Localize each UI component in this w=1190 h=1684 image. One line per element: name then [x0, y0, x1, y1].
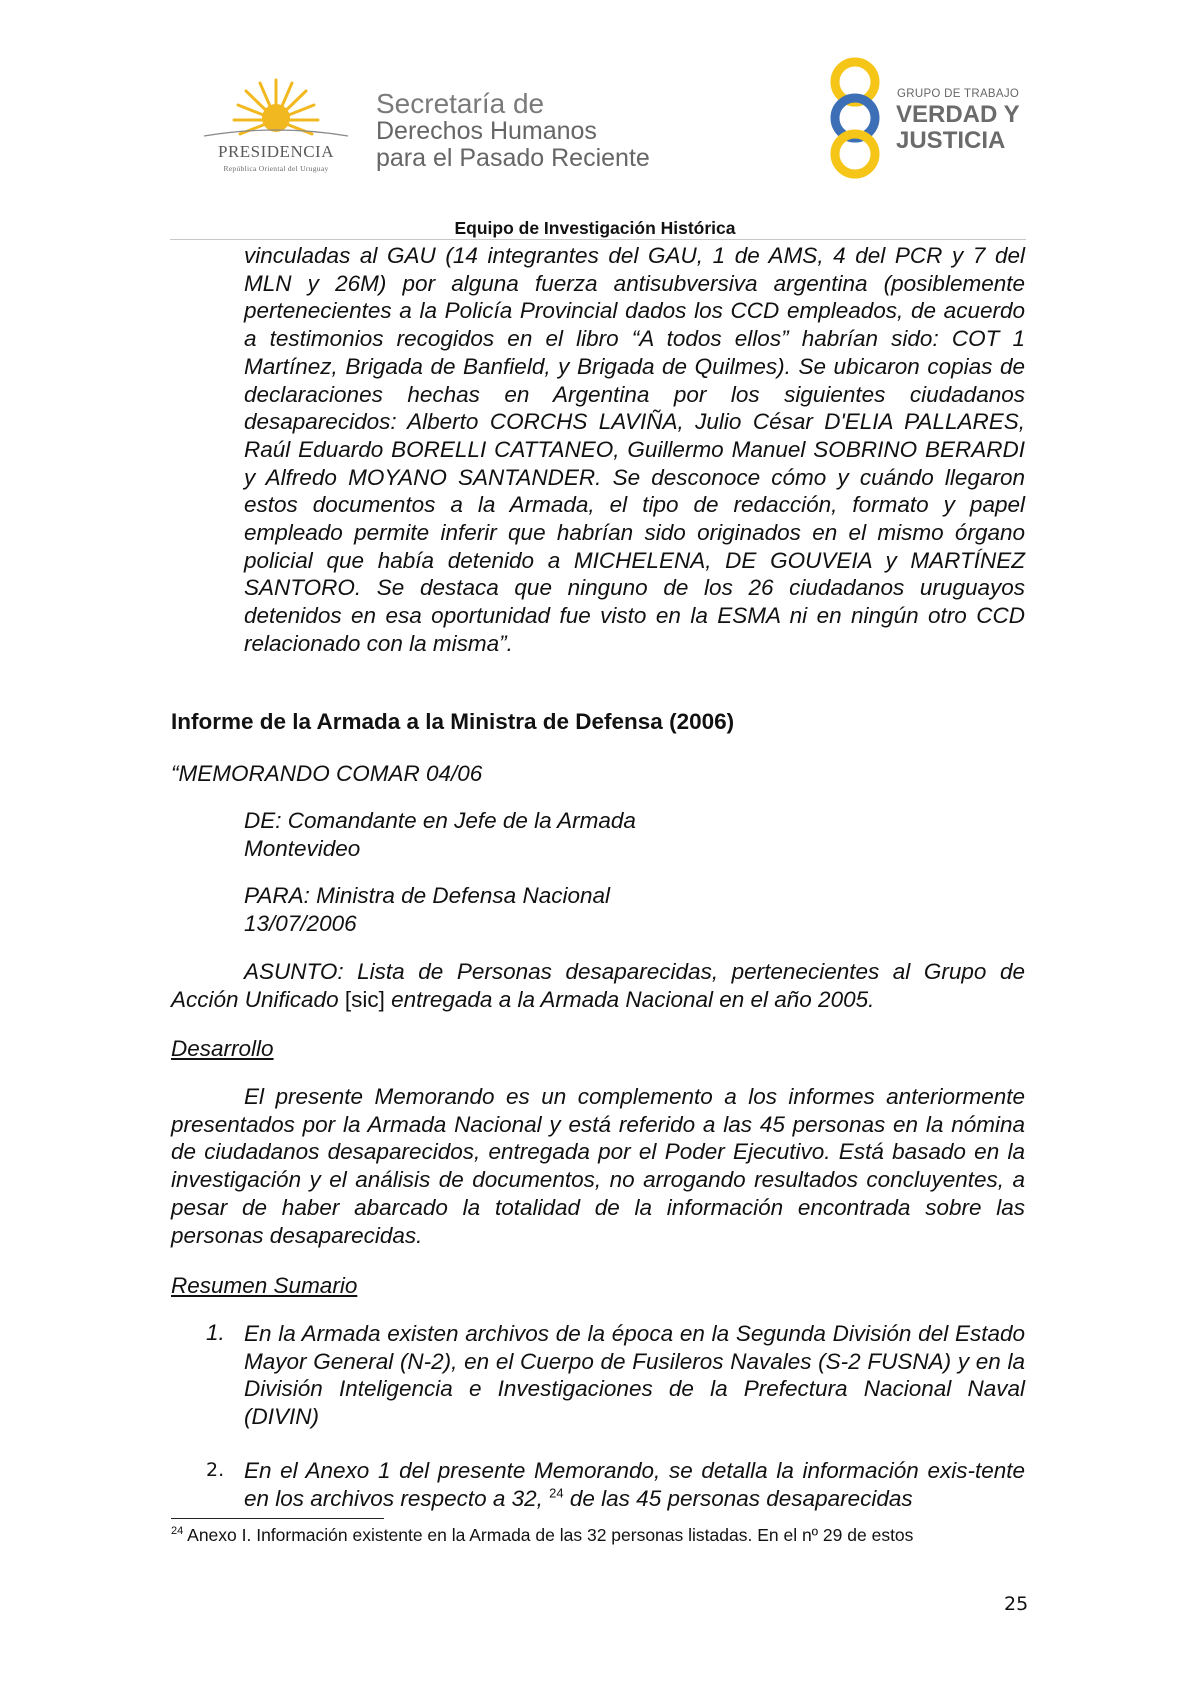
quoted-paragraph: vinculadas al GAU (14 integrantes del GAU, 1 de AMS, 4 del PCR y 7 del MLN y 26M) por alguna fuerza antisubversiva argentina (posiblemente pertenecientes a la Policía Provincial dados los CCD empleados, de acuerdo a testimonios recogidos en el libro “A todos ellos” habrían sido: COT 1 Martínez, Brigada de Banfield, y Brigada de Quilmes). Se ubicaron copias de declaraciones hechas en Argentina por los siguientes ciudadanos desaparecidos: Alberto CORCHS LAVIÑA, Julio César D'ELIA PALLARES, Raúl Eduardo BORELLI CATTANEO, Guillermo Manuel SOBRINO BERARDI y Alfredo MOYANO SANTANDER. Se desconoce cómo y cuándo llegaron estos documentos a la Armada, el tipo de redacción, formato y papel empleado permite inferir que habrían sido originados en el mismo órgano policial que había detenido a MICHELENA, DE GOUVEIA y MARTÍNEZ SANTORO. Se destaca que ninguno de los 26 ciudadanos uruguayos detenidos en esa oportunidad fue visto en la ESMA ni en ningún otro CCD relacionado con la misma”.: [244, 243, 1025, 656]
vyj-title: [896, 102, 1020, 154]
desarrollo-heading: Desarrollo: [171, 1036, 274, 1061]
footnote: [171, 1525, 913, 1546]
vyj-line-1: GRUPO DE TRABAJO: [897, 88, 1020, 100]
memo-to: PARA: Ministra de Defensa Nacional: [244, 883, 610, 908]
memo-title: “MEMORANDO COMAR 04/06: [171, 761, 483, 786]
secretaria-line-3: para el Pasado Reciente: [376, 144, 650, 172]
list-item-number: 1.: [206, 1320, 225, 1345]
list-item: En la Armada existen archivos de la época en la Segunda División del Estado Mayor General (N-2), en el Cuerpo de Fusileros Navales (S-2 FUSNA) y en la División Inteligencia e Investigaciones de la Prefectura Nacional Naval (DIVIN): [244, 1321, 1025, 1430]
desarrollo-paragraph: El presente Memorando es un complemento a los informes anteriormente presentados por la Armada Nacional y está referido a las 45 personas en la nómina de ciudadanos desaparecidos, entregada por el Poder Ejecutivo. Está basado en la investigación y el análisis de documentos, no arrogando resultados concluyentes, a pesar de haber abarcado la totalidad de la información encontrada sobre las personas desaparecidas.: [171, 1084, 1025, 1248]
secretaria-line-1: Secretaría de: [376, 88, 545, 119]
footnote-reference[interactable]: 24: [549, 1485, 564, 1501]
memo-date: 13/07/2006: [244, 911, 357, 936]
subject-text-1: ASUNTO: Lista de Personas desaparecidas, pertenecientes al Grupo de Acción Unificado: [171, 959, 1025, 1012]
header-rule: [170, 239, 1026, 240]
vyj-line-2: VERDAD Y: [896, 101, 1020, 128]
memo-from-city: Montevideo: [244, 836, 361, 861]
presidencia-name: PRESIDENCIA: [217, 142, 334, 161]
footnote-text: Anexo I. Información existente en la Armada de las 32 personas listadas. En el nº 29 de estos: [183, 1525, 914, 1545]
footnote-marker: 24: [171, 1525, 184, 1538]
presidencia-subtitle: República Oriental del Uruguay: [223, 164, 329, 173]
team-title: Equipo de Investigación Histórica: [454, 218, 736, 238]
rings-icon: [822, 54, 892, 184]
sic-note: [sic]: [344, 986, 385, 1012]
footnote-rule: [171, 1518, 384, 1519]
list-item-text-1: En el Anexo 1 del presente Memorando, se detalla la información exis-tente en los archivos respecto a 32,: [244, 1458, 1025, 1511]
section-heading: Informe de la Armada a la Ministra de Defensa (2006): [171, 709, 735, 734]
list-item-number: 2.: [206, 1459, 225, 1481]
resumen-heading: Resumen Sumario: [171, 1273, 358, 1298]
secretaria-name: [376, 90, 716, 172]
vyj-line-3: JUSTICIA: [896, 127, 1006, 154]
sun-emblem-icon: [196, 78, 356, 148]
secretaria-line-2: Derechos Humanos: [376, 117, 597, 145]
memo-subject: [171, 958, 1025, 1013]
presidencia-logo: [196, 78, 356, 183]
memo-from: DE: Comandante en Jefe de la Armada: [244, 808, 636, 833]
list-item: [244, 1457, 1025, 1512]
verdad-justicia-logo: [822, 54, 1052, 184]
page-number: 25: [1004, 1593, 1029, 1615]
list-item-text-2: de las 45 personas desaparecidas: [563, 1485, 913, 1511]
subject-text-2: entregada a la Armada Nacional en el año 2005.: [384, 986, 875, 1012]
